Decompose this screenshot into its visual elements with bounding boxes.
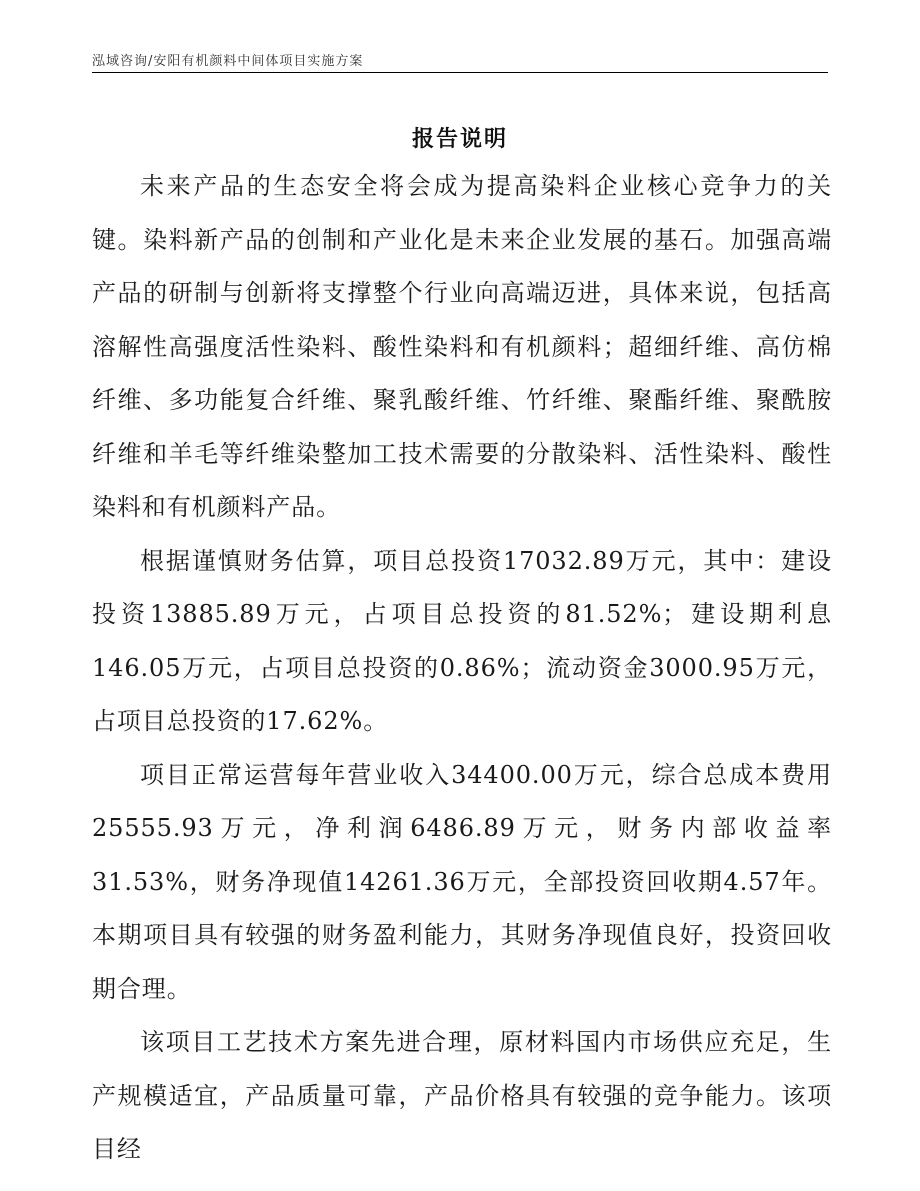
- paragraph-investment-estimate: 根据谨慎财务估算，项目总投资17032.89万元，其中：建设投资13885.89万元，占项目总投资的81.52%；建设期利息146.05万元，占项目总投资的0.86%；流动资金3000.95万元，占项目总投资的17.62%。: [92, 546, 832, 735]
- report-body: [92, 160, 832, 1177]
- running-header: 泓域咨询/安阳有机颜料中间体项目实施方案: [92, 54, 364, 69]
- report-title: 报告说明: [411, 127, 508, 152]
- paragraph-financial-returns: 项目正常运营每年营业收入34400.00万元，综合总成本费用25555.93万元，净利润6486.89万元，财务内部收益率31.53%，财务净现值14261.36万元，全部投资回收期4.57年。本期项目具有较强的财务盈利能力，其财务净现值良好，投资回收期合理。: [92, 760, 832, 1003]
- paragraph-technical-assessment: 该项目工艺技术方案先进合理，原材料国内市场供应充足，生产规模适宜，产品质量可靠，产品价格具有较强的竞争能力。该项目经: [92, 1028, 832, 1163]
- paragraph-industry-outlook: 未来产品的生态安全将会成为提高染料企业核心竞争力的关键。染料新产品的创制和产业化是未来企业发展的基石。加强高端产品的研制与创新将支撑整个行业向高端迈进，具体来说，包括高溶解性高强度活性染料、酸性染料和有机颜料；超细纤维、高仿棉纤维、多功能复合纤维、聚乳酸纤维、竹纤维、聚酯纤维、聚酰胺纤维和羊毛等纤维染整加工技术需要的分散染料、活性染料、酸性染料和有机颜料产品。: [92, 172, 832, 521]
- header-rule: [92, 72, 828, 73]
